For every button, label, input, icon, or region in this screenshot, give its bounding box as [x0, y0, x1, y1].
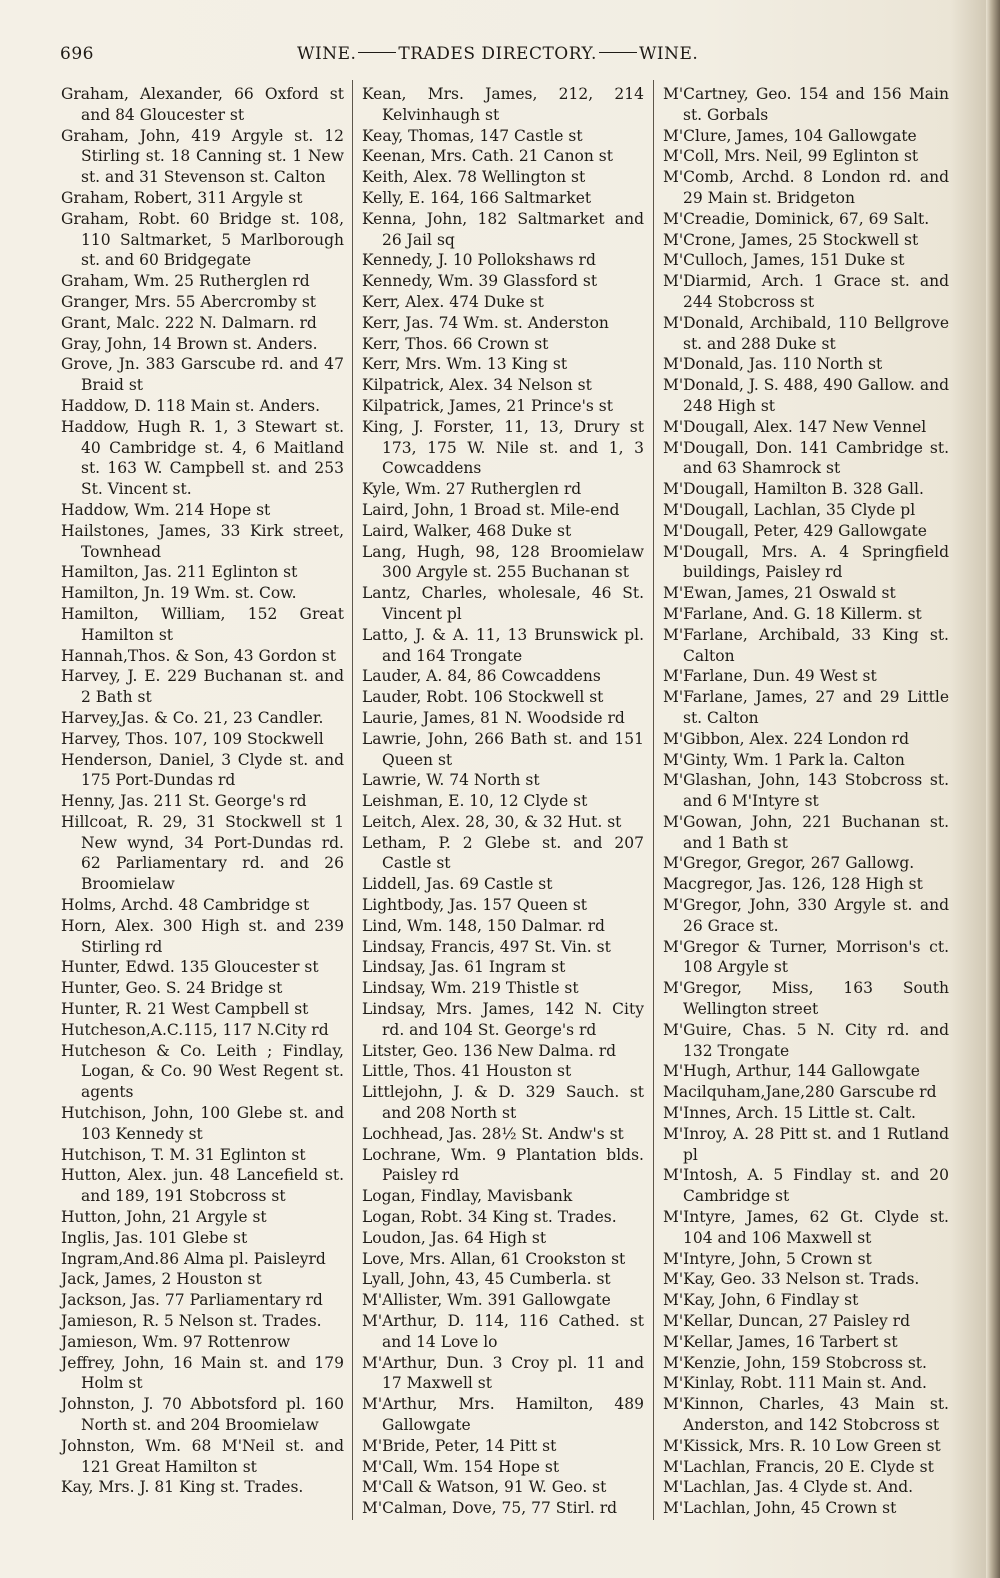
directory-entry: Kennedy, J. 10 Pollokshaws rd	[362, 251, 596, 270]
directory-entry: Kerr, Mrs. Wm. 13 King st	[362, 355, 568, 374]
directory-entry: Laird, Walker, 468 Duke st	[362, 521, 572, 540]
directory-entry: Jamieson, R. 5 Nelson st. Trades.	[61, 1312, 322, 1331]
directory-entry: Lindsay, Mrs. James, 142 N. City rd. and 104 St. George's rd	[362, 1000, 644, 1039]
directory-entry: Haddow, Hugh R. 1, 3 Stewart st. 40 Cambridge st. 4, 6 Maitland st. 163 W. Campbell st. and 253 St. Vincent st.	[61, 417, 344, 499]
running-head-right: WINE.	[638, 44, 699, 64]
directory-entry: Keenan, Mrs. Cath. 21 Canon st	[362, 147, 613, 166]
directory-entry: Kenna, John, 182 Saltmarket and 26 Jail sq	[362, 209, 644, 249]
directory-entry: Little, Thos. 41 Houston st	[362, 1062, 572, 1081]
directory-entry: Lawrie, John, 266 Bath st. and 151 Queen st	[362, 729, 644, 769]
directory-entry: M'Kissick, Mrs. R. 10 Low Green st	[663, 1436, 941, 1455]
directory-entry: Johnston, Wm. 68 M'Neil st. and 121 Great Hamilton st	[61, 1436, 344, 1476]
directory-entry: Harvey, J. E. 229 Buchanan st. and 2 Bath st	[61, 667, 344, 707]
directory-entry: Lang, Hugh, 98, 128 Broomielaw 300 Argyle st. 255 Buchanan st	[362, 542, 644, 582]
directory-entry: M'Kinlay, Robt. 111 Main st. And.	[663, 1374, 927, 1393]
directory-entry: M'Dougall, Hamilton B. 328 Gall.	[663, 480, 924, 499]
running-head	[297, 44, 698, 64]
directory-entry: Kean, Mrs. James, 212, 214 Kelvinhaugh st	[362, 85, 644, 124]
directory-entry: M'Comb, Archd. 8 London rd. and 29 Main st. Bridgeton	[663, 168, 949, 207]
directory-entry: M'Dougall, Peter, 429 Gallowgate	[663, 521, 927, 540]
directory-entry: Leitch, Alex. 28, 30, & 32 Hut. st	[362, 812, 622, 831]
directory-entry: Hutchison, John, 100 Glebe st. and 103 Kennedy st	[61, 1104, 344, 1143]
directory-entry: Kerr, Jas. 74 Wm. st. Anderston	[362, 313, 609, 332]
directory-entry: M'Donald, Jas. 110 North st	[663, 355, 883, 374]
book-spine-shadow	[986, 0, 1000, 1578]
directory-entry: Gray, John, 14 Brown st. Anders.	[61, 334, 318, 353]
directory-entry: Kerr, Thos. 66 Crown st	[362, 334, 549, 353]
directory-entry: M'Call & Watson, 91 W. Geo. st	[362, 1478, 607, 1497]
directory-entry: Lindsay, Wm. 219 Thistle st	[362, 979, 579, 998]
directory-entry: Keay, Thomas, 147 Castle st	[362, 126, 583, 145]
directory-entry: Graham, Wm. 25 Rutherglen rd	[61, 272, 310, 291]
directory-entry: M'Kay, John, 6 Findlay st	[663, 1291, 859, 1310]
directory-entry: King, J. Forster, 11, 13, Drury st 173, 175 W. Nile st. and 1, 3 Cowcaddens	[362, 417, 644, 478]
directory-entry: Graham, Alexander, 66 Oxford st and 84 Gloucester st	[61, 85, 344, 124]
directory-entry: Hunter, Geo. S. 24 Bridge st	[61, 979, 283, 998]
directory-entry: M'Farlane, James, 27 and 29 Little st. Calton	[663, 688, 949, 727]
directory-entry: Hunter, Edwd. 135 Gloucester st	[61, 958, 319, 977]
directory-entry: M'Dougall, Don. 141 Cambridge st. and 63 Shamrock st	[663, 438, 949, 478]
directory-entry: Kilpatrick, Alex. 34 Nelson st	[362, 376, 592, 395]
directory-entry: M'Coll, Mrs. Neil, 99 Eglinton st	[663, 147, 919, 166]
directory-entry: Letham, P. 2 Glebe st. and 207 Castle st	[362, 833, 644, 873]
directory-entry: Kerr, Alex. 474 Duke st	[362, 292, 544, 311]
directory-entry: Kyle, Wm. 27 Rutherglen rd	[362, 480, 582, 499]
directory-entry: Lantz, Charles, wholesale, 46 St. Vincent pl	[362, 584, 644, 623]
directory-entry: Hutcheson & Co. Leith ; Findlay, Logan, & Co. 90 West Regent st. agents	[61, 1041, 344, 1102]
directory-entry: Graham, Robt. 60 Bridge st. 108, 110 Saltmarket, 5 Marlborough st. and 60 Bridgegate	[61, 209, 344, 270]
directory-entry: M'Kenzie, John, 159 Stobcross st.	[663, 1353, 927, 1372]
directory-entry: M'Guire, Chas. 5 N. City rd. and 132 Trongate	[663, 1020, 949, 1060]
directory-entry: M'Lachlan, John, 45 Crown st	[663, 1499, 897, 1518]
directory-entry: M'Creadie, Dominick, 67, 69 Salt.	[663, 209, 930, 228]
directory-entry: M'Cartney, Geo. 154 and 156 Main st. Gorbals	[663, 85, 949, 124]
directory-entry: M'Kinnon, Charles, 43 Main st. Anderston, and 142 Stobcross st	[663, 1395, 949, 1434]
directory-entry: Laird, John, 1 Broad st. Mile-end	[362, 500, 620, 519]
directory-entry: M'Bride, Peter, 14 Pitt st	[362, 1436, 557, 1455]
directory-entry: M'Farlane, Dun. 49 West st	[663, 667, 877, 686]
directory-entry: M'Intosh, A. 5 Findlay st. and 20 Cambridge st	[663, 1166, 949, 1206]
directory-entry: Johnston, J. 70 Abbotsford pl. 160 North st. and 204 Broomielaw	[61, 1395, 344, 1434]
running-head-left: WINE.	[297, 44, 357, 64]
directory-entry: M'Arthur, D. 114, 116 Cathed. st and 14 Love lo	[362, 1312, 644, 1351]
directory-entry: Lyall, John, 43, 45 Cumberla. st	[362, 1270, 611, 1289]
directory-entry: Love, Mrs. Allan, 61 Crookston st	[362, 1249, 626, 1268]
running-head-center: TRADES DIRECTORY.	[398, 44, 597, 64]
directory-entry: M'Kay, Geo. 33 Nelson st. Trads.	[663, 1270, 920, 1289]
directory-entry: Hutton, Alex. jun. 48 Lancefield st. and 189, 191 Stobcross st	[61, 1166, 344, 1206]
directory-entry: Horn, Alex. 300 High st. and 239 Stirling rd	[61, 916, 344, 956]
directory-entry: M'Gregor, John, 330 Argyle st. and 26 Grace st.	[663, 896, 949, 935]
directory-column-1	[61, 84, 344, 1498]
directory-entry: Haddow, Wm. 214 Hope st	[61, 500, 271, 519]
directory-entry: M'Dougall, Mrs. A. 4 Springfield buildings, Paisley rd	[663, 542, 949, 582]
directory-entry: Harvey,Jas. & Co. 21, 23 Candler.	[61, 708, 324, 727]
directory-entry: Haddow, D. 118 Main st. Anders.	[61, 396, 321, 415]
directory-entry: Lind, Wm. 148, 150 Dalmar. rd	[362, 916, 605, 935]
directory-entry: M'Gibbon, Alex. 224 London rd	[663, 729, 910, 748]
directory-entry: Granger, Mrs. 55 Abercromby st	[61, 292, 317, 311]
directory-entry: M'Dougall, Alex. 147 New Vennel	[663, 417, 927, 436]
directory-entry: Hutton, John, 21 Argyle st	[61, 1208, 267, 1227]
directory-entry: M'Dougall, Lachlan, 35 Clyde pl	[663, 500, 916, 519]
directory-entry: Logan, Robt. 34 King st. Trades.	[362, 1208, 617, 1227]
directory-entry: M'Donald, J. S. 488, 490 Gallow. and 248 High st	[663, 376, 949, 415]
directory-entry: Latto, J. & A. 11, 13 Brunswick pl. and 164 Trongate	[362, 625, 644, 665]
directory-entry: Lightbody, Jas. 157 Queen st	[362, 896, 588, 915]
directory-entry: Leishman, E. 10, 12 Clyde st	[362, 792, 588, 811]
directory-entry: M'Gowan, John, 221 Buchanan st. and 1 Bath st	[663, 812, 949, 852]
directory-entry: Graham, Robert, 311 Argyle st	[61, 188, 303, 207]
directory-entry: Lauder, Robt. 106 Stockwell st	[362, 688, 604, 707]
column-divider	[653, 80, 654, 1520]
directory-entry: Loudon, Jas. 64 High st	[362, 1228, 547, 1247]
directory-entry: Hamilton, Jn. 19 Wm. st. Cow.	[61, 584, 297, 603]
directory-entry: Graham, John, 419 Argyle st. 12 Stirling st. 18 Canning st. 1 New st. and 31 Stevenson st. Calton	[61, 126, 344, 187]
directory-entry: Lindsay, Francis, 497 St. Vin. st	[362, 937, 611, 956]
directory-entry: Henderson, Daniel, 3 Clyde st. and 175 Port-Dundas rd	[61, 750, 344, 790]
directory-entry: M'Intyre, James, 62 Gt. Clyde st. 104 and 106 Maxwell st	[663, 1208, 949, 1247]
directory-entry: Lawrie, W. 74 North st	[362, 771, 540, 790]
directory-entry: Jamieson, Wm. 97 Rottenrow	[61, 1332, 291, 1351]
directory-entry: Keith, Alex. 78 Wellington st	[362, 168, 586, 187]
directory-entry: Lauder, A. 84, 86 Cowcaddens	[362, 667, 601, 686]
directory-column-2	[362, 84, 644, 1519]
directory-entry: M'Diarmid, Arch. 1 Grace st. and 244 Stobcross st	[663, 272, 949, 311]
directory-entry: M'Kellar, James, 16 Tarbert st	[663, 1332, 898, 1351]
directory-entry: M'Culloch, James, 151 Duke st	[663, 251, 905, 270]
directory-entry: Jeffrey, John, 16 Main st. and 179 Holm st	[61, 1353, 344, 1393]
directory-entry: Hutcheson,A.C.115, 117 N.City rd	[61, 1020, 329, 1039]
directory-entry: Liddell, Jas. 69 Castle st	[362, 875, 553, 894]
directory-entry: Hutchison, T. M. 31 Eglinton st	[61, 1145, 306, 1164]
directory-entry: M'Hugh, Arthur, 144 Gallowgate	[663, 1062, 920, 1081]
directory-entry: Hailstones, James, 33 Kirk street, Townhead	[61, 521, 344, 561]
directory-entry: Littlejohn, J. & D. 329 Sauch. st and 208 North st	[362, 1083, 644, 1123]
directory-entry: M'Inroy, A. 28 Pitt st. and 1 Rutland pl	[663, 1124, 949, 1164]
directory-entry: Grove, Jn. 383 Garscube rd. and 47 Braid st	[61, 355, 344, 395]
directory-entry: Ingram,And.86 Alma pl. Paisleyrd	[61, 1249, 326, 1268]
directory-entry: Hamilton, William, 152 Great Hamilton st	[61, 604, 344, 644]
directory-entry: Macgregor, Jas. 126, 128 High st	[663, 875, 923, 894]
directory-entry: M'Ewan, James, 21 Oswald st	[663, 584, 896, 603]
directory-entry: Macilquham,Jane,280 Garscube rd	[663, 1083, 937, 1102]
directory-entry: M'Kellar, Duncan, 27 Paisley rd	[663, 1312, 911, 1331]
directory-entry: M'Arthur, Dun. 3 Croy pl. 11 and 17 Maxwell st	[362, 1353, 644, 1393]
directory-entry: M'Allister, Wm. 391 Gallowgate	[362, 1291, 611, 1310]
header-dash	[358, 52, 396, 53]
column-divider	[352, 80, 353, 1520]
directory-entry: M'Farlane, Archibald, 33 King st. Calton	[663, 625, 949, 665]
directory-entry: M'Gregor, Gregor, 267 Gallowg.	[663, 854, 915, 873]
directory-entry: Kilpatrick, James, 21 Prince's st	[362, 396, 613, 415]
directory-entry: M'Donald, Archibald, 110 Bellgrove st. and 288 Duke st	[663, 313, 949, 353]
directory-entry: M'Intyre, John, 5 Crown st	[663, 1249, 872, 1268]
directory-entry: M'Farlane, And. G. 18 Killerm. st	[663, 604, 922, 623]
directory-entry: Lindsay, Jas. 61 Ingram st	[362, 958, 566, 977]
directory-entry: Hannah,Thos. & Son, 43 Gordon st	[61, 646, 336, 665]
directory-entry: Henny, Jas. 211 St. George's rd	[61, 792, 307, 811]
directory-entry: Logan, Findlay, Mavisbank	[362, 1187, 573, 1206]
header-dash	[599, 52, 637, 53]
directory-entry: Kennedy, Wm. 39 Glassford st	[362, 272, 598, 291]
directory-column-3	[663, 84, 949, 1519]
directory-entry: Hamilton, Jas. 211 Eglinton st	[61, 563, 298, 582]
directory-entry: Jack, James, 2 Houston st	[61, 1270, 262, 1289]
directory-entry: Hillcoat, R. 29, 31 Stockwell st 1 New wynd, 34 Port-Dundas rd. 62 Parliamentary rd. and 26 Broomielaw	[61, 812, 344, 894]
directory-entry: Inglis, Jas. 101 Glebe st	[61, 1228, 248, 1247]
directory-entry: M'Call, Wm. 154 Hope st	[362, 1457, 560, 1476]
directory-entry: M'Innes, Arch. 15 Little st. Calt.	[663, 1104, 916, 1123]
directory-entry: Litster, Geo. 136 New Dalma. rd	[362, 1041, 617, 1060]
page-number: 696	[60, 44, 94, 64]
directory-entry: Grant, Malc. 222 N. Dalmarn. rd	[61, 313, 317, 332]
directory-entry: Jackson, Jas. 77 Parliamentary rd	[61, 1291, 323, 1310]
directory-entry: M'Ginty, Wm. 1 Park la. Calton	[663, 750, 905, 769]
directory-entry: Hunter, R. 21 West Campbell st	[61, 1000, 309, 1019]
directory-entry: M'Gregor, Miss, 163 South Wellington street	[663, 979, 949, 1019]
directory-entry: Lochrane, Wm. 9 Plantation blds. Paisley rd	[362, 1145, 644, 1185]
directory-entry: Laurie, James, 81 N. Woodside rd	[362, 708, 625, 727]
directory-entry: Holms, Archd. 48 Cambridge st	[61, 896, 310, 915]
directory-entry: M'Glashan, John, 143 Stobcross st. and 6 M'Intyre st	[663, 771, 949, 811]
directory-entry: Lochhead, Jas. 28½ St. Andw's st	[362, 1124, 624, 1143]
directory-entry: M'Crone, James, 25 Stockwell st	[663, 230, 919, 249]
directory-entry: M'Calman, Dove, 75, 77 Stirl. rd	[362, 1499, 618, 1518]
directory-entry: M'Arthur, Mrs. Hamilton, 489 Gallowgate	[362, 1395, 644, 1434]
directory-entry: Harvey, Thos. 107, 109 Stockwell	[61, 729, 324, 748]
directory-entry: M'Lachlan, Francis, 20 E. Clyde st	[663, 1457, 934, 1476]
directory-entry: M'Lachlan, Jas. 4 Clyde st. And.	[663, 1478, 914, 1497]
directory-entry: Kay, Mrs. J. 81 King st. Trades.	[61, 1478, 304, 1497]
directory-entry: Kelly, E. 164, 166 Saltmarket	[362, 188, 592, 207]
directory-entry: M'Gregor & Turner, Morrison's ct. 108 Argyle st	[663, 937, 949, 977]
page-header	[60, 44, 950, 68]
directory-entry: M'Clure, James, 104 Gallowgate	[663, 126, 917, 145]
